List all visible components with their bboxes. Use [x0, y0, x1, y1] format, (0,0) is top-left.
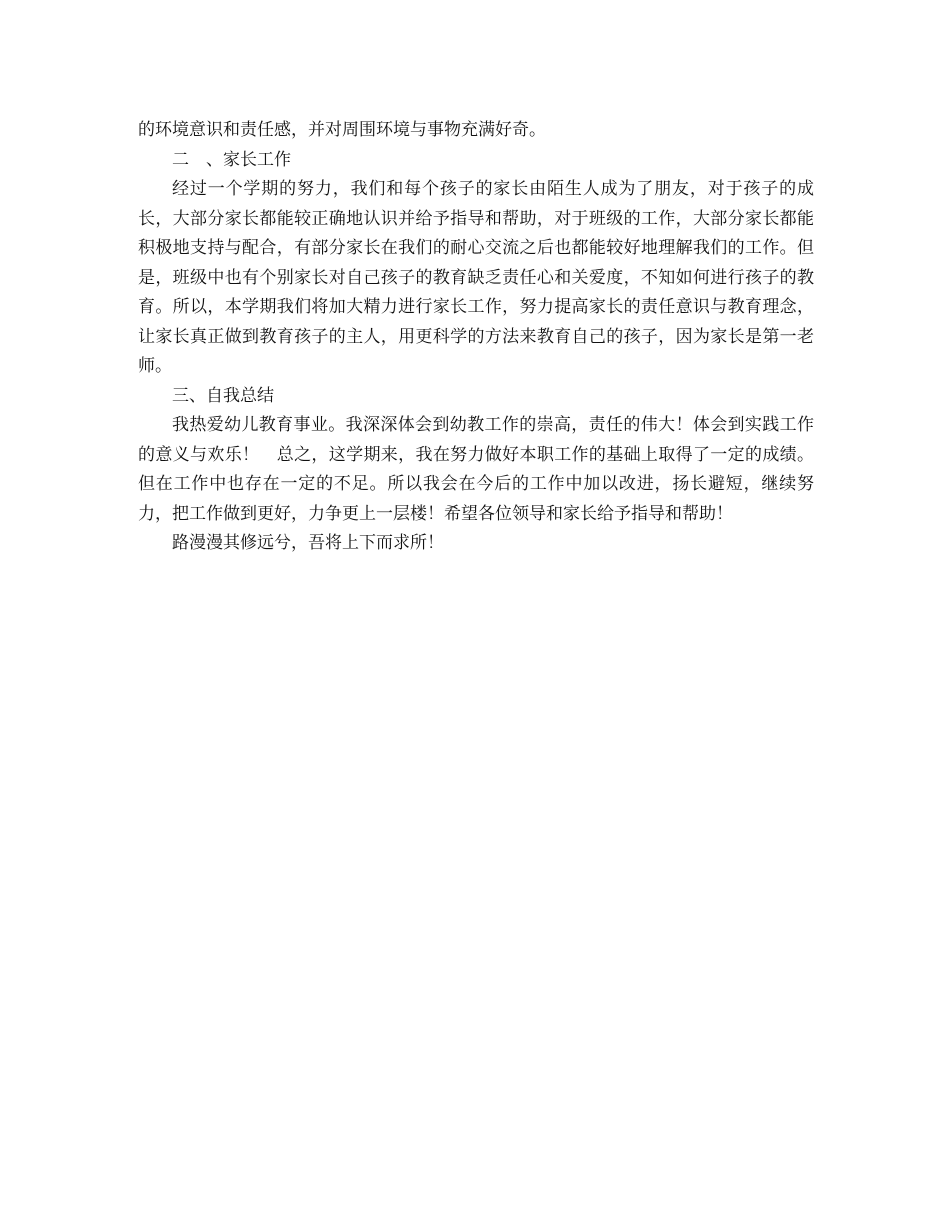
section-heading-self-summary: 三、自我总结 — [172, 385, 274, 406]
paragraph-self-summary: 我热爱幼儿教育事业。我深深体会到幼教工作的崇高，责任的伟大！体会到实践工作的意义与欢乐！ 总之，这学期来，我在努力做好本职工作的基础上取得了一定的成绩。但在工作中也存在一定的不足。所以我会在今后的工作中加以改进，扬长避短，继续努力，把工作做到更好，力争更上一层楼！希望各位领导和家长给予指导和帮助！ — [138, 415, 814, 524]
section-heading-parent-work: 二 、家长工作 — [172, 149, 291, 170]
paragraph-continued: 的环境意识和责任感，并对周围环境与事物充满好奇。 — [138, 120, 546, 140]
paragraph-closing-quote: 路漫漫其修远兮，吾将上下而求所！ — [172, 533, 444, 553]
document-body — [138, 116, 814, 559]
paragraph-parent-work: 经过一个学期的努力，我们和每个孩子的家长由陌生人成为了朋友，对于孩子的成长，大部分家长都能较正确地认识并给予指导和帮助，对于班级的工作，大部分家长都能积极地支持与配合，有部分家长在我们的耐心交流之后也都能较好地理解我们的工作。但是，班级中也有个别家长对自己孩子的教育缺乏责任心和关爱度，不知如何进行孩子的教育。所以，本学期我们将加大精力进行家长工作，努力提高家长的责任意识与教育理念，让家长真正做到教育孩子的主人，用更科学的方法来教育自己的孩子，因为家长是第一老师。 — [138, 179, 814, 376]
